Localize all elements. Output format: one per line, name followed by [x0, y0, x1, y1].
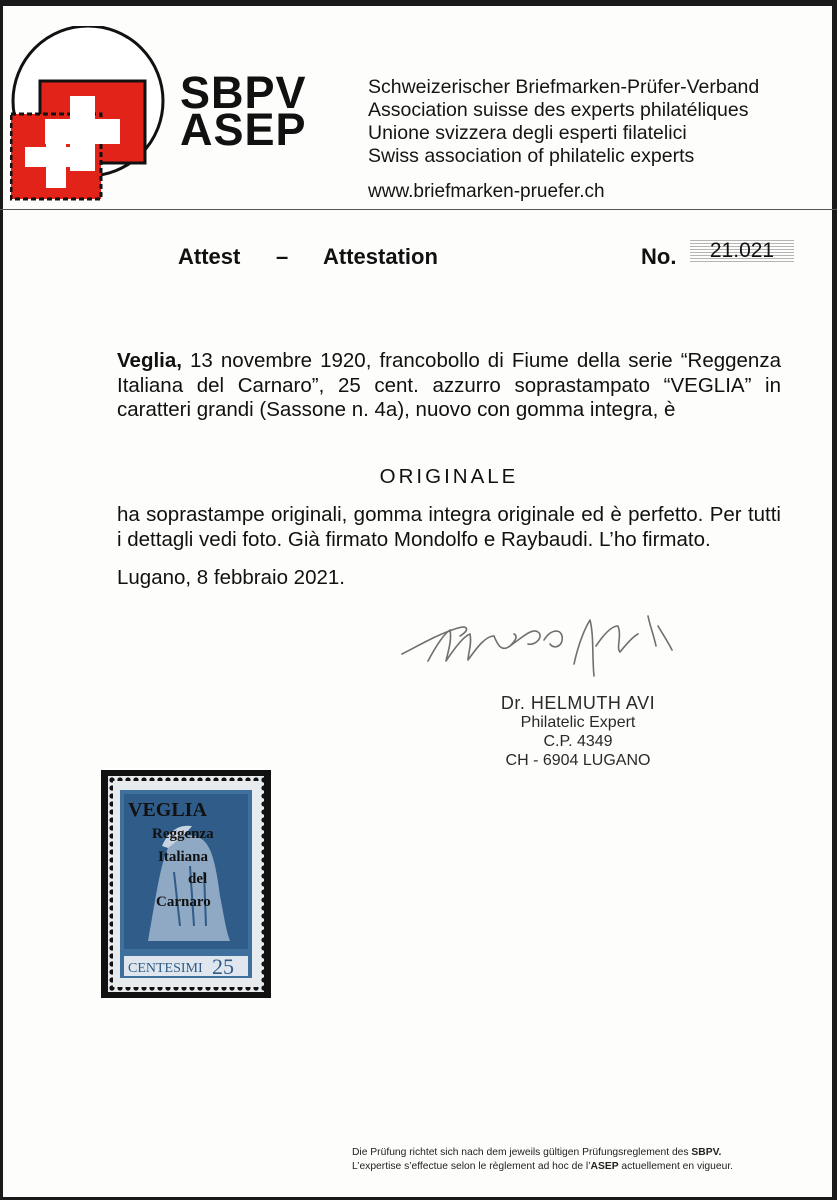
website-link[interactable]: www.briefmarken-pruefer.ch [368, 181, 605, 202]
expert-po-box: C.P. 4349 [543, 733, 613, 750]
description-lead: Veglia, [117, 349, 182, 372]
stamp-surcharge-1: Reggenza [152, 826, 214, 842]
verdict: ORIGINALE [379, 465, 519, 488]
title-attest: Attest [178, 244, 241, 269]
title-dash: – [276, 244, 289, 269]
certificate-number-label: No. [641, 244, 677, 269]
header-divider [0, 209, 837, 210]
association-name-it: Unione svizzera degli esperti filatelici [368, 122, 687, 144]
place-date: Lugano, 8 febbraio 2021. [117, 566, 345, 589]
certificate-header [0, 0, 837, 210]
footer-line-fr [352, 1160, 797, 1174]
stamp-denomination-word: CENTESIMI [128, 961, 203, 976]
handwritten-signature [398, 606, 688, 696]
brand-asep: ASEP [180, 104, 307, 155]
stamp-description [117, 349, 781, 423]
certificate-number: 21.021 [690, 238, 794, 264]
footer-fr-bold: ASEP [590, 1161, 619, 1172]
stamp-surcharge-2: Italiana [158, 849, 209, 865]
footer-de-text: Die Prüfung richtet sich nach dem jeweils gültigen Prüfungsreglement des [352, 1147, 692, 1158]
stamp-overprint: VEGLIA [128, 799, 207, 821]
footer-fr-text: L’expertise s’effectue selon le règlement ad hoc de l’ [352, 1161, 591, 1172]
expert-role: Philatelic Expert [520, 714, 636, 731]
expert-details: ha soprastampe originali, gomma integra originale ed è perfetto. Per tutti i dettagli vedi foto. Già firmato Mondolfo e Raybaudi. L’ho firmato. [117, 503, 781, 551]
title-attestation: Attestation [323, 244, 438, 269]
footer-line-de [352, 1146, 797, 1160]
stamp-surcharge-3: del [188, 871, 208, 887]
stamp-surcharge-4: Carnaro [156, 894, 211, 910]
association-names [368, 76, 759, 168]
expert-name: Dr. HELMUTH AVI [500, 693, 656, 713]
sbpv-logo-icon [10, 26, 170, 201]
description-text: 13 novembre 1920, francobollo di Fiume della serie “Reggenza Italiana del Carnaro”, 25 cent. azzurro soprastampato “VEGLIA” in caratteri grandi (Sassone n. 4a), nuovo con gomma integra, è [117, 349, 781, 421]
brand-sbpv: SBPV [180, 67, 307, 118]
brand-wordmark [180, 67, 307, 155]
footer-fr-end: actuellement en vigueur. [618, 1161, 734, 1172]
association-name-en: Swiss association of philatelic experts [368, 145, 695, 167]
footer-de-bold: SBPV. [691, 1147, 722, 1158]
stamp-image [108, 776, 264, 992]
expert-address: CH - 6904 LUGANO [505, 752, 651, 769]
expert-block [478, 694, 678, 770]
association-name-fr: Association suisse des experts philatéliques [368, 99, 749, 121]
association-name-de: Schweizerischer Briefmarken-Prüfer-Verband [368, 76, 760, 98]
stamp-denomination-value: 25 [212, 954, 234, 979]
footer-note [352, 1146, 797, 1174]
